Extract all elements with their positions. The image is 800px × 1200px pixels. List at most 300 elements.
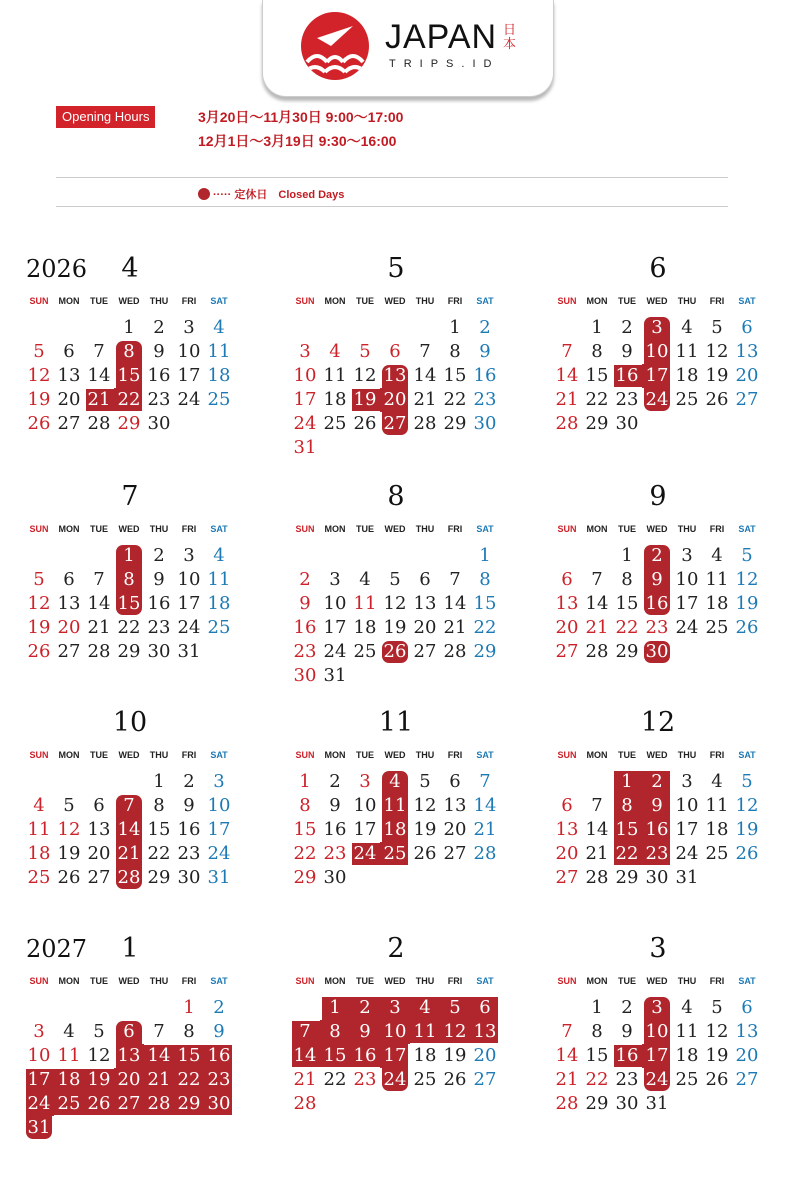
calendar-day: 6 [561, 795, 573, 816]
calendar-day: 17 [675, 819, 699, 840]
weekday-label-sat: SAT [738, 976, 756, 986]
calendar-day: 13 [117, 1045, 141, 1066]
calendar-day: 13 [413, 593, 437, 614]
calendar-day: 22 [117, 389, 141, 410]
calendar-day: 30 [615, 1093, 639, 1114]
calendar-day: 23 [147, 617, 171, 638]
calendar-day: 27 [555, 867, 579, 888]
month-2027-3 [552, 932, 772, 1147]
calendar-day: 17 [177, 365, 201, 386]
weekday-label-thu: THU [415, 296, 435, 306]
calendar-day: 7 [299, 1021, 311, 1042]
calendar-day: 21 [87, 617, 111, 638]
calendar-day: 6 [561, 569, 573, 590]
weekday-label-wed: WED [118, 976, 140, 986]
calendar-day: 13 [473, 1021, 497, 1042]
calendar-day: 12 [735, 569, 759, 590]
calendar-day: 25 [353, 641, 377, 662]
calendar-day: 1 [479, 545, 491, 566]
calendar-day: 27 [413, 641, 437, 662]
calendar-day: 21 [147, 1069, 171, 1090]
calendar-day: 13 [87, 819, 111, 840]
calendar-day: 27 [443, 843, 467, 864]
calendar-day: 12 [735, 795, 759, 816]
weekday-label-fri: FRI [447, 750, 463, 760]
calendar-day: 3 [183, 317, 195, 338]
weekday-label-mon: MON [324, 976, 346, 986]
calendar-day: 2 [359, 997, 371, 1018]
calendar-day: 28 [87, 413, 111, 434]
calendar-day: 14 [443, 593, 467, 614]
calendar-day: 11 [353, 593, 377, 614]
calendar-day: 10 [675, 569, 699, 590]
calendar-day: 7 [561, 1021, 573, 1042]
weekday-label-sun: SUN [295, 976, 315, 986]
calendar-day: 6 [419, 569, 431, 590]
calendar-day: 26 [705, 389, 729, 410]
calendar-day: 26 [735, 617, 759, 638]
calendar-day: 5 [741, 545, 753, 566]
calendar-day: 14 [585, 593, 609, 614]
calendar-day: 10 [353, 795, 377, 816]
calendar-day: 10 [207, 795, 231, 816]
calendar-day: 28 [555, 1093, 579, 1114]
calendar-day: 19 [735, 819, 759, 840]
calendar-day: 6 [479, 997, 491, 1018]
calendar-day: 21 [443, 617, 467, 638]
closed-days-legend [198, 186, 344, 202]
calendar-day: 23 [645, 843, 669, 864]
weekday-label-thu: THU [415, 976, 435, 986]
calendar-day: 27 [87, 867, 111, 888]
calendar-day: 1 [621, 545, 633, 566]
weekday-label-wed: WED [646, 296, 668, 306]
brand-name: JAPAN [385, 18, 498, 56]
calendar-day: 26 [735, 843, 759, 864]
calendar-day: 28 [413, 413, 437, 434]
weekday-label-sun: SUN [557, 750, 577, 760]
weekday-label-fri: FRI [447, 296, 463, 306]
calendar-day: 16 [177, 819, 201, 840]
calendar-day: 14 [585, 819, 609, 840]
calendar-day: 22 [615, 617, 639, 638]
calendar-day: 29 [117, 641, 141, 662]
weekday-label-tue: TUE [618, 524, 636, 534]
calendar-day: 3 [389, 997, 401, 1018]
calendar-day: 7 [123, 795, 135, 816]
day-grid [24, 770, 236, 920]
calendar-day: 8 [449, 341, 461, 362]
calendar-day: 29 [147, 867, 171, 888]
calendar-day: 12 [413, 795, 437, 816]
calendar-day: 15 [293, 819, 317, 840]
calendar-day: 6 [93, 795, 105, 816]
calendar-day: 22 [117, 617, 141, 638]
weekday-label-wed: WED [384, 976, 406, 986]
calendar-day: 4 [213, 545, 225, 566]
weekday-label-thu: THU [149, 976, 169, 986]
calendar-day: 8 [183, 1021, 195, 1042]
calendar-day: 15 [117, 593, 141, 614]
calendar-day: 11 [675, 341, 699, 362]
calendar-day: 22 [585, 389, 609, 410]
calendar-day: 5 [741, 771, 753, 792]
day-grid [552, 770, 764, 920]
calendar-day: 8 [591, 1021, 603, 1042]
month-label: 7 [121, 481, 139, 512]
month-label: 8 [387, 481, 405, 512]
calendar-day: 3 [359, 771, 371, 792]
calendar-day: 7 [591, 795, 603, 816]
calendar-day: 3 [299, 341, 311, 362]
calendar-day: 1 [621, 771, 633, 792]
calendar-day: 20 [473, 1045, 497, 1066]
weekday-label-tue: TUE [356, 750, 374, 760]
weekday-label-wed: WED [384, 750, 406, 760]
calendar-day: 24 [645, 389, 669, 410]
calendar-day: 30 [177, 867, 201, 888]
calendar-day: 17 [645, 365, 669, 386]
weekday-label-thu: THU [415, 524, 435, 534]
calendar-day: 5 [359, 341, 371, 362]
calendar-day: 18 [705, 819, 729, 840]
calendar-day: 2 [621, 317, 633, 338]
weekday-label-sat: SAT [476, 750, 494, 760]
calendar-day: 25 [207, 389, 231, 410]
calendar-day: 6 [63, 341, 75, 362]
calendar-day: 9 [183, 795, 195, 816]
month-label: 4 [121, 253, 139, 284]
weekday-label-thu: THU [677, 296, 697, 306]
calendar-day: 31 [177, 641, 201, 662]
calendar-day: 11 [207, 341, 231, 362]
month-label: 1 [121, 933, 139, 964]
month-2027-1 [24, 932, 244, 1147]
calendar-day: 29 [177, 1093, 201, 1114]
month-label: 12 [640, 707, 676, 738]
calendar-day: 5 [63, 795, 75, 816]
calendar-day: 13 [735, 341, 759, 362]
calendar-day: 23 [473, 389, 497, 410]
calendar-day: 20 [57, 617, 81, 638]
calendar-day: 30 [147, 641, 171, 662]
calendar-day: 1 [329, 997, 341, 1018]
calendar-day: 11 [675, 1021, 699, 1042]
calendar-day: 19 [443, 1045, 467, 1066]
calendar-day: 20 [413, 617, 437, 638]
opening-hours-badge: Opening Hours [56, 106, 155, 128]
calendar-day: 3 [183, 545, 195, 566]
month-2026-10 [24, 706, 244, 921]
weekday-label-mon: MON [586, 524, 608, 534]
calendar-day: 18 [207, 593, 231, 614]
calendar-day: 19 [57, 843, 81, 864]
calendar-day: 7 [561, 341, 573, 362]
month-2026-9 [552, 480, 772, 695]
weekday-label-mon: MON [586, 750, 608, 760]
calendar-day: 4 [359, 569, 371, 590]
calendar-day: 25 [413, 1069, 437, 1090]
calendar-day: 4 [681, 317, 693, 338]
weekday-label-fri: FRI [709, 296, 725, 306]
calendar-day: 21 [117, 843, 141, 864]
calendar-day: 22 [443, 389, 467, 410]
calendar-day: 27 [57, 413, 81, 434]
calendar-day: 29 [615, 867, 639, 888]
calendar-day: 31 [293, 437, 317, 458]
calendar-day: 5 [711, 997, 723, 1018]
calendar-day: 13 [57, 365, 81, 386]
logo-tab [262, 0, 554, 97]
calendar-day: 18 [675, 1045, 699, 1066]
calendar-day: 2 [651, 545, 663, 566]
calendar-day: 23 [353, 1069, 377, 1090]
calendar-day: 2 [153, 317, 165, 338]
calendar-day: 14 [117, 819, 141, 840]
calendar-day: 24 [27, 1093, 51, 1114]
calendar-day: 19 [87, 1069, 111, 1090]
calendar-day: 5 [419, 771, 431, 792]
calendar-day: 17 [27, 1069, 51, 1090]
calendar-day: 25 [383, 843, 407, 864]
calendar-day: 24 [675, 843, 699, 864]
calendar-day: 4 [419, 997, 431, 1018]
calendar-day: 3 [33, 1021, 45, 1042]
weekday-label-sun: SUN [29, 524, 49, 534]
calendar-day: 1 [449, 317, 461, 338]
calendar-day: 24 [353, 843, 377, 864]
weekday-label-sun: SUN [29, 296, 49, 306]
calendar-day: 24 [323, 641, 347, 662]
calendar-day: 5 [389, 569, 401, 590]
weekday-label-sat: SAT [476, 296, 494, 306]
calendar-day: 2 [299, 569, 311, 590]
calendar-day: 24 [293, 413, 317, 434]
calendar-day: 23 [293, 641, 317, 662]
calendar-day: 15 [323, 1045, 347, 1066]
calendar-day: 20 [443, 819, 467, 840]
month-2027-2 [290, 932, 510, 1147]
calendar-day: 24 [383, 1069, 407, 1090]
brand-japanese-mark: 日本 [503, 23, 517, 52]
divider-top [56, 177, 728, 178]
weekday-label-mon: MON [58, 524, 80, 534]
weekday-label-tue: TUE [618, 750, 636, 760]
calendar-day: 3 [681, 771, 693, 792]
weekday-label-mon: MON [58, 296, 80, 306]
month-2026-4 [24, 252, 244, 467]
calendar-day: 30 [323, 867, 347, 888]
calendar-day: 16 [353, 1045, 377, 1066]
day-grid [552, 544, 764, 694]
calendar-day: 23 [645, 617, 669, 638]
calendar-day: 8 [621, 795, 633, 816]
calendar-day: 4 [63, 1021, 75, 1042]
calendar-day: 10 [177, 569, 201, 590]
calendar-day: 28 [585, 641, 609, 662]
calendar-day: 7 [449, 569, 461, 590]
calendar-day: 12 [705, 1021, 729, 1042]
calendar-day: 28 [585, 867, 609, 888]
calendar-day: 2 [479, 317, 491, 338]
calendar-day: 7 [153, 1021, 165, 1042]
calendar-day: 15 [585, 365, 609, 386]
calendar-day: 23 [615, 389, 639, 410]
calendar-day: 28 [473, 843, 497, 864]
weekday-label-wed: WED [118, 750, 140, 760]
calendar-day: 7 [419, 341, 431, 362]
calendar-day: 24 [177, 617, 201, 638]
weekday-label-sat: SAT [210, 976, 228, 986]
day-grid [552, 996, 764, 1146]
calendar-day: 21 [555, 389, 579, 410]
calendar-day: 30 [473, 413, 497, 434]
calendar-day: 16 [293, 617, 317, 638]
month-label: 10 [112, 707, 148, 738]
calendar-day: 1 [591, 997, 603, 1018]
calendar-day: 7 [93, 569, 105, 590]
calendar-day: 27 [735, 1069, 759, 1090]
month-2026-7 [24, 480, 244, 695]
calendar-day: 19 [383, 617, 407, 638]
calendar-day: 8 [299, 795, 311, 816]
weekday-label-fri: FRI [181, 976, 197, 986]
calendar-day: 8 [123, 341, 135, 362]
weekday-label-fri: FRI [447, 976, 463, 986]
day-grid [290, 770, 502, 920]
calendar-day: 19 [413, 819, 437, 840]
calendar-day: 8 [479, 569, 491, 590]
calendar-day: 30 [147, 413, 171, 434]
month-label: 5 [387, 253, 405, 284]
calendar-day: 18 [207, 365, 231, 386]
calendar-day: 17 [207, 819, 231, 840]
calendar-day: 17 [323, 617, 347, 638]
calendar-day: 29 [615, 641, 639, 662]
calendar-day: 12 [353, 365, 377, 386]
calendar-day: 23 [207, 1069, 231, 1090]
calendar-day: 29 [443, 413, 467, 434]
calendar-day: 14 [293, 1045, 317, 1066]
year-label: 2027 [26, 935, 88, 963]
calendar-day: 9 [479, 341, 491, 362]
logo-mark-icon [301, 12, 369, 80]
calendar-day: 26 [87, 1093, 111, 1114]
calendar-day: 20 [735, 365, 759, 386]
calendar-day: 13 [555, 593, 579, 614]
weekday-label-wed: WED [118, 296, 140, 306]
calendar-day: 31 [645, 1093, 669, 1114]
weekday-label-mon: MON [324, 750, 346, 760]
weekday-label-sat: SAT [738, 524, 756, 534]
calendar-day: 5 [33, 341, 45, 362]
calendar-day: 14 [555, 365, 579, 386]
legend-text: ····· 定休日 Closed Days [213, 189, 345, 201]
calendar-day: 21 [473, 819, 497, 840]
calendar-day: 12 [27, 593, 51, 614]
calendar-day: 9 [359, 1021, 371, 1042]
weekday-label-sat: SAT [476, 524, 494, 534]
calendar-day: 28 [293, 1093, 317, 1114]
calendar-day: 20 [555, 843, 579, 864]
weekday-label-sun: SUN [557, 976, 577, 986]
weekday-label-sat: SAT [738, 296, 756, 306]
calendar-day: 18 [705, 593, 729, 614]
weekday-label-thu: THU [677, 750, 697, 760]
weekday-label-tue: TUE [618, 296, 636, 306]
calendar-day: 25 [705, 617, 729, 638]
calendar-day: 8 [591, 341, 603, 362]
weekday-label-sat: SAT [210, 750, 228, 760]
calendar-day: 26 [27, 413, 51, 434]
weekday-label-sat: SAT [476, 976, 494, 986]
day-grid [24, 996, 236, 1146]
calendar-day: 30 [207, 1093, 231, 1114]
calendar-day: 13 [57, 593, 81, 614]
calendar-day: 10 [177, 341, 201, 362]
calendar-day: 25 [675, 389, 699, 410]
calendar-day: 28 [87, 641, 111, 662]
weekday-label-fri: FRI [181, 524, 197, 534]
calendar-day: 16 [615, 1045, 639, 1066]
calendar-day: 18 [57, 1069, 81, 1090]
calendar-day: 16 [473, 365, 497, 386]
calendar-day: 23 [323, 843, 347, 864]
calendar-day: 21 [293, 1069, 317, 1090]
closed-dot-icon [198, 188, 210, 200]
weekday-label-sun: SUN [557, 524, 577, 534]
weekday-label-thu: THU [149, 524, 169, 534]
weekday-label-wed: WED [384, 296, 406, 306]
calendar-day: 24 [645, 1069, 669, 1090]
calendar-day: 29 [117, 413, 141, 434]
weekday-label-wed: WED [118, 524, 140, 534]
calendar-day: 13 [555, 819, 579, 840]
calendar-day: 11 [705, 795, 729, 816]
calendar-day: 29 [585, 1093, 609, 1114]
calendar-day: 3 [651, 317, 663, 338]
weekday-label-wed: WED [646, 524, 668, 534]
calendar-day: 20 [117, 1069, 141, 1090]
calendar-day: 7 [591, 569, 603, 590]
calendar-day: 27 [735, 389, 759, 410]
month-label: 9 [649, 481, 667, 512]
weekday-label-fri: FRI [447, 524, 463, 534]
calendar-day: 20 [87, 843, 111, 864]
calendar-day: 10 [323, 593, 347, 614]
weekday-label-tue: TUE [618, 976, 636, 986]
calendar-day: 15 [615, 819, 639, 840]
calendar-day: 27 [555, 641, 579, 662]
brand-subtitle: TRIPS.ID [389, 58, 500, 70]
calendar-day: 15 [585, 1045, 609, 1066]
calendar-day: 10 [675, 795, 699, 816]
calendar-day: 8 [621, 569, 633, 590]
calendar-day: 26 [443, 1069, 467, 1090]
weekday-label-sun: SUN [295, 524, 315, 534]
weekday-label-fri: FRI [709, 750, 725, 760]
month-2026-12 [552, 706, 772, 921]
day-grid [290, 996, 502, 1146]
calendar-day: 18 [413, 1045, 437, 1066]
month-label: 11 [378, 707, 414, 738]
calendar-day: 13 [735, 1021, 759, 1042]
calendar-day: 25 [705, 843, 729, 864]
calendar-day: 12 [383, 593, 407, 614]
calendar-day: 9 [621, 1021, 633, 1042]
calendar-day: 15 [615, 593, 639, 614]
calendar-day: 5 [33, 569, 45, 590]
